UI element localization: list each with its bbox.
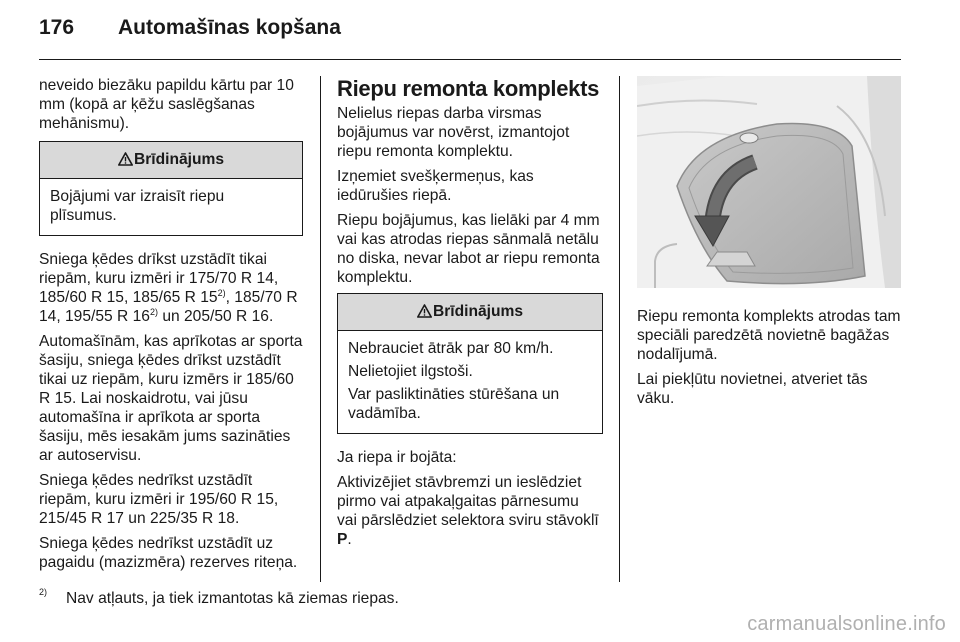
warning-line-1: Nebrauciet ātrāk par 80 km/h. (348, 340, 554, 357)
gear-position-p: P (337, 531, 348, 548)
warning-title: Brīdinājums (133, 151, 225, 168)
column-1 (39, 76, 303, 578)
warning-title: Brīdinājums (432, 303, 524, 320)
spare-wheel-paragraph: Sniega ķēdes nedrīkst uzstādīt uz pagaidu (mazizmēra) rezerves riteņa. (39, 535, 298, 571)
parking-brake-period: . (347, 531, 352, 548)
warning-triangle-icon (118, 152, 133, 166)
warning-box-2 (337, 293, 603, 434)
parking-brake-paragraph (337, 473, 603, 549)
chain-sizes-text-a: Sniega ķēdes drīkst uzstādīt tikai riepām, kuru izmēri ir 175/70 R 14, 185/60 R 15, 185/65 R 15 (39, 251, 279, 306)
warning-line-2: Nelietojiet ilgstoši. (348, 363, 473, 380)
column-2 (337, 76, 603, 555)
sport-chassis-paragraph: Automašīnām, kas aprīkotas ar sporta šasiju, sniega ķēdes drīkst uzstādīt tikai uz riepām, kuru izmērs ir 185/60 R 15. Lai noskaidrotu, vai jūsu automašīna ir aprīkota ar sporta šasiju, mēs iesakām jums sazināties ar autoservisu. (39, 333, 303, 464)
chain-sizes-text-b: , 185/70 R 14, 195/55 R 16 (39, 289, 298, 325)
intro-paragraph: neveido biezāku papildu kārtu par 10 mm (kopā ar ķēžu saslēgšanas mehānismu). (39, 77, 294, 132)
footnote-text: Nav atļauts, ja tiek izmantotas kā ziemas riepas. (66, 590, 399, 607)
warning-line-3: Var pasliktināties stūrēšana un vadāmība. (348, 386, 560, 422)
warning-triangle-icon (417, 304, 432, 318)
footnote-ref: 2) (149, 307, 158, 317)
repair-kit-paragraph-3: Riepu bojājumus, kas lielāki par 4 mm vai kas atrodas riepas sānmalā netālu no diska, nevar labot ar riepu remonta komplektu. (337, 212, 600, 286)
repair-kit-paragraph-2: Izņemiet svešķermeņus, kas iedūrušies riepā. (337, 168, 534, 204)
kit-location-paragraph: Riepu remonta komplekts atrodas tam speciāli paredzētā novietnē bagāžas nodalījumā. (637, 308, 901, 363)
chain-forbidden-paragraph: Sniega ķēdes nedrīkst uzstādīt riepām, kuru izmēri ir 195/60 R 15, 215/45 R 17 un 225/35 R 18. (39, 472, 279, 527)
column-divider-1 (320, 76, 321, 582)
header-rule (39, 59, 901, 60)
parking-brake-text: Aktivizējiet stāvbremzi un ieslēdziet pirmo vai atpakaļgaitas pārnesumu vai pārslēdziet selektora sviru stāvoklī (337, 474, 599, 529)
section-heading: Riepu remonta komplekts (337, 76, 600, 101)
footnote-mark: 2) (39, 587, 48, 597)
chain-sizes-paragraph (39, 250, 303, 326)
warning-text: Bojājumi var izraisīt riepu plīsumus. (50, 188, 225, 224)
warning-header (338, 294, 602, 331)
watermark: carmanualsonline.info (747, 613, 946, 635)
repair-kit-paragraph-1: Nelielus riepas darba virsmas bojājumus var novērst, izmantojot riepu remonta komplektu. (337, 105, 570, 160)
column-divider-2 (619, 76, 620, 582)
warning-box-1 (39, 141, 303, 236)
luggage-compartment-illustration (637, 76, 901, 288)
page-title: Automašīnas kopšana (118, 16, 341, 39)
footnote-ref: 2) (217, 288, 226, 298)
open-cover-paragraph: Lai piekļūtu novietnei, atveriet tās vāku. (637, 371, 868, 407)
warning-body (40, 179, 302, 235)
warning-body (338, 331, 602, 433)
column-3 (637, 76, 901, 414)
chain-sizes-text-c: un 205/50 R 16. (158, 308, 274, 325)
tire-damaged-paragraph: Ja riepa ir bojāta: (337, 449, 457, 466)
warning-header (40, 142, 302, 179)
page-number: 176 (39, 16, 75, 39)
